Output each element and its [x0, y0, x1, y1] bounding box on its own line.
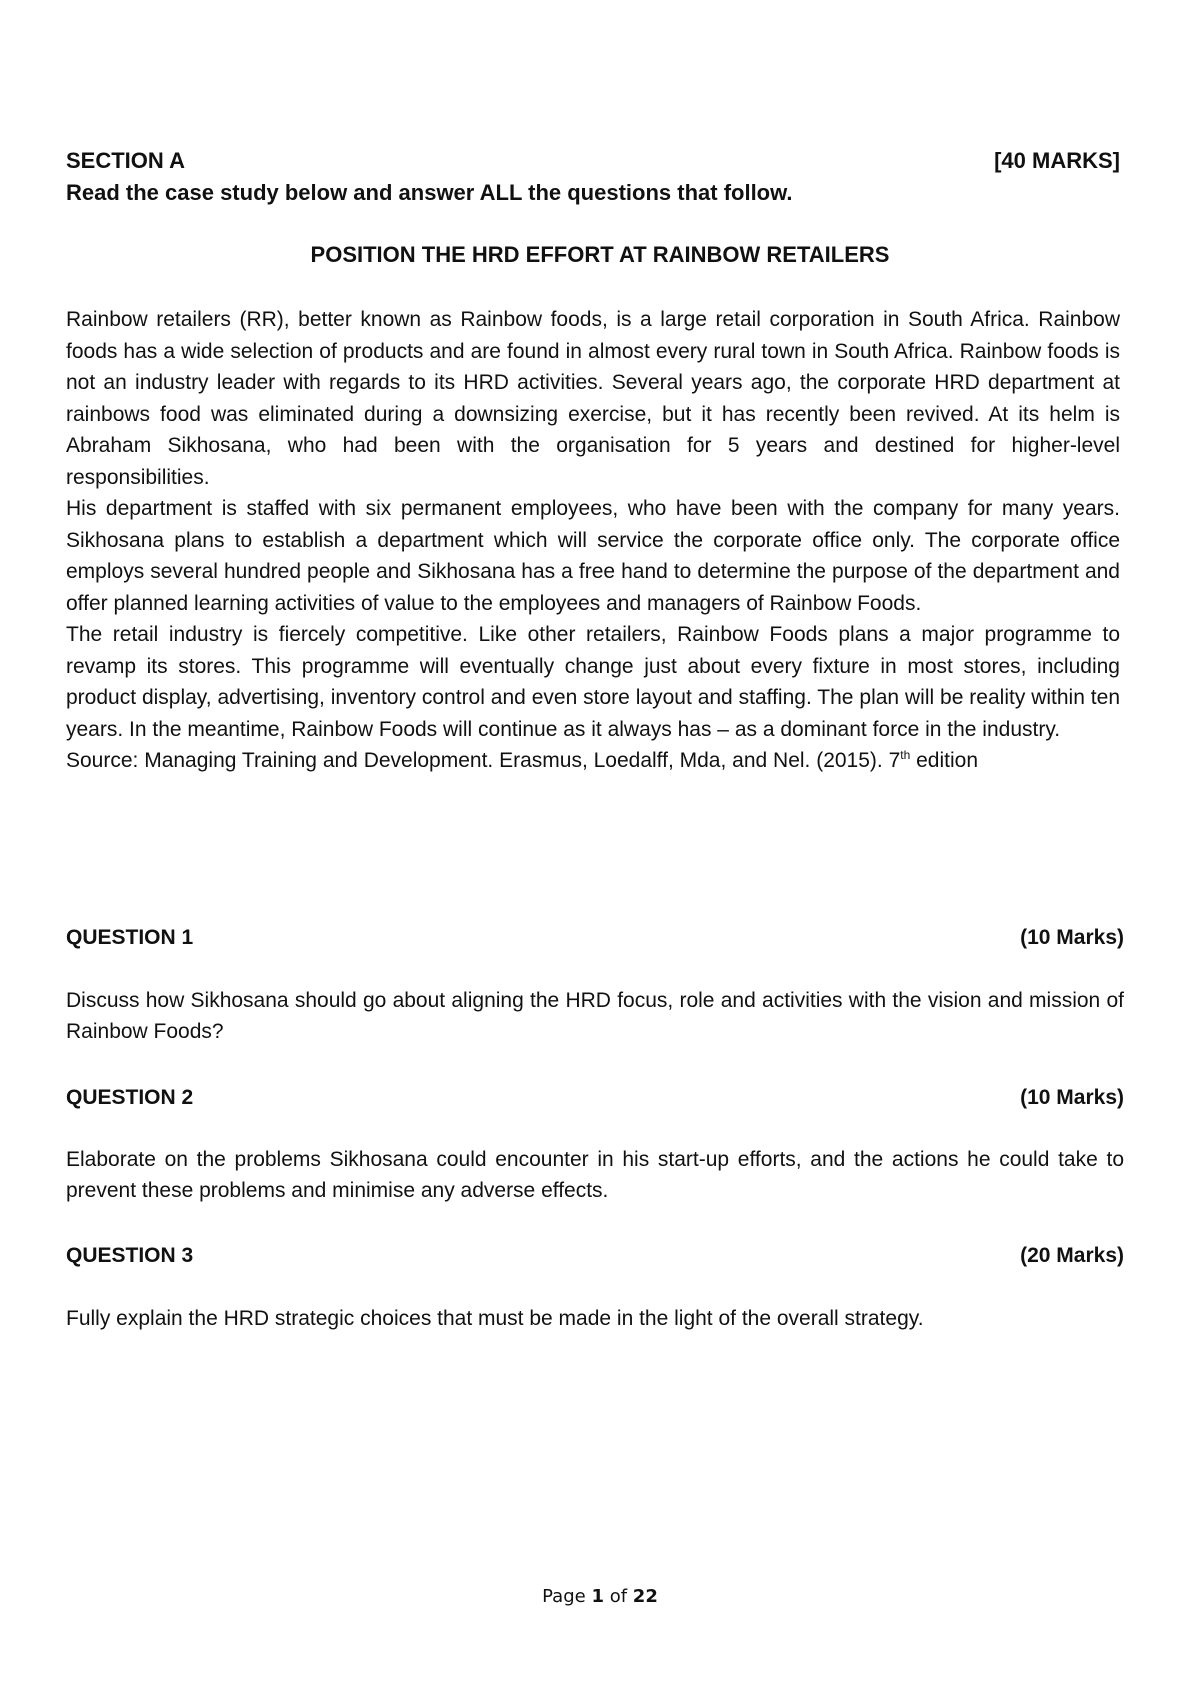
section-header: [66, 148, 1120, 174]
source-text: Source: Managing Training and Development. Erasmus, Loedalff, Mda, and Nel. (2015). 7: [66, 749, 901, 772]
page-number-footer: [0, 1586, 1200, 1607]
question-3-header: [66, 1244, 1124, 1268]
source-superscript: th: [900, 748, 911, 762]
case-paragraph-3: The retail industry is fiercely competitive. Like other retailers, Rainbow Foods plans a major programme to revamp its stores. This programme will eventually change just about every fixture in most stores, including product display, advertising, inventory control and even store layout and staffing. The plan will be reality within ten years. In the meantime, Rainbow Foods will continue as it always has – as a dominant force in the industry.: [66, 623, 1120, 741]
page-current: 1: [591, 1586, 604, 1607]
source-edition: edition: [910, 749, 978, 772]
case-source: [66, 745, 1120, 777]
page-label: Page: [542, 1586, 586, 1607]
question-2-marks: (10 Marks): [1020, 1086, 1124, 1109]
question-3-title: QUESTION 3: [66, 1244, 194, 1267]
question-1-header: [66, 926, 1124, 950]
question-2-text: Elaborate on the problems Sikhosana could encounter in his start-up efforts, and the actions he could take to prevent these problems and minimise any adverse effects.: [66, 1148, 1124, 1202]
section-marks: [40 MARKS]: [994, 148, 1120, 173]
question-3-text: Fully explain the HRD strategic choices that must be made in the light of the overall strategy.: [66, 1307, 924, 1330]
case-paragraph-2: His department is staffed with six permanent employees, who have been with the company for many years. Sikhosana plans to establish a department which will service the corporate office only. The corporate office employs several hundred people and Sikhosana has a free hand to determine the purpose of the department and offer planned learning activities of value to the employees and managers of Rainbow Foods.: [66, 497, 1120, 615]
page-of: of: [609, 1586, 628, 1607]
section-instruction: Read the case study below and answer ALL the questions that follow.: [66, 180, 793, 205]
question-1-text: Discuss how Sikhosana should go about aligning the HRD focus, role and activities with the vision and mission of Rainbow Foods?: [66, 989, 1124, 1043]
question-3-marks: (20 Marks): [1020, 1244, 1124, 1267]
section-title: SECTION A: [66, 148, 185, 173]
case-paragraph-1: Rainbow retailers (RR), better known as Rainbow foods, is a large retail corporation in South Africa. Rainbow foods has a wide selection of products and are found in almost every rural town in South Africa. Rainbow foods is not an industry leader with regards to its HRD activities. Several years ago, the corporate HRD department at rainbows food was eliminated during a downsizing exercise, but it has recently been revived. At its helm is Abraham Sikhosana, who had been with the organisation for 5 years and destined for higher-level responsibilities.: [66, 308, 1120, 489]
question-2-title: QUESTION 2: [66, 1086, 194, 1109]
question-1-marks: (10 Marks): [1020, 926, 1124, 949]
question-1-title: QUESTION 1: [66, 926, 194, 949]
question-2-header: [66, 1086, 1124, 1110]
case-study-body: [66, 304, 1120, 777]
page-total: 22: [632, 1586, 658, 1607]
case-study-title: POSITION THE HRD EFFORT AT RAINBOW RETAILERS: [310, 242, 890, 267]
